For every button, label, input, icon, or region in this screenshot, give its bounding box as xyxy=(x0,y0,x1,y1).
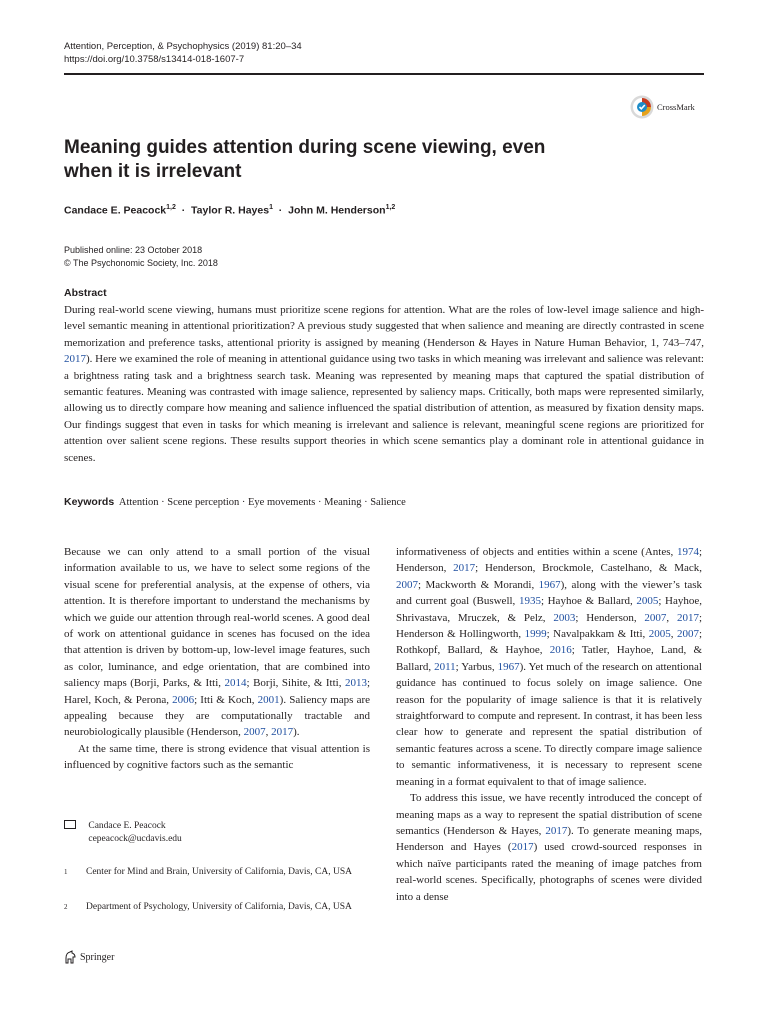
corresponding-author xyxy=(64,820,182,846)
body-text-run: To address this issue, we have recently introduced the concept of meaning maps as a way to represent the spatial distribution of scene semantics (Henderson & Hayes, xyxy=(396,792,702,837)
crossmark-icon xyxy=(630,95,654,119)
citation-link[interactable]: 2014 xyxy=(224,677,247,690)
body-text-run: ). Yet much of the research on attentional guidance has continued to focus solely on image salience. One reason for the popularity of image salience is that it is relatively straightforward to compute and represent. In contrast, it has been less clear how to generate and represent the spatial distribution of semantic features across a scene. To directly compare image salience to semantic informativeness, it is necessary to represent scene meaning in a format equivalent to that of image salience. xyxy=(396,660,702,788)
contact-name: Candace E. Peacock xyxy=(88,821,166,831)
body-text-run: ; Tatler, Hayhoe, Land, & Ballard, xyxy=(396,644,703,673)
body-text-run: ; Itti & Koch, xyxy=(194,693,258,706)
keywords-heading: Keywords xyxy=(64,496,115,508)
journal-header xyxy=(64,40,302,66)
body-text-run: ; Yarbus, xyxy=(455,660,498,673)
citation-link[interactable]: 1935 xyxy=(518,595,541,608)
body-text-run: ; Henderson, xyxy=(396,546,702,575)
body-text-run: , xyxy=(670,628,677,641)
citation-link[interactable]: 2017 xyxy=(271,726,294,739)
citation-link[interactable]: 2017 xyxy=(545,824,568,837)
author-affiliation-marker: 1 xyxy=(269,204,273,211)
citation-link[interactable]: 1999 xyxy=(524,628,547,641)
body-paragraph xyxy=(396,544,702,790)
citation-link[interactable]: 2007 xyxy=(644,611,667,624)
affiliation-number: 1 xyxy=(64,868,68,876)
publication-meta xyxy=(64,244,218,269)
citation-link[interactable]: 2011 xyxy=(434,660,456,673)
citation-link[interactable]: 2003 xyxy=(553,611,576,624)
body-text-run: Because we can only attend to a small portion of the visual information available to us, we have to select some regions of the visual scene for preferential analysis, at the expense of others, via attention. It is therefore important to understand the mechanisms by which we guide our attention through real-world scenes. A good deal of work on attentional guidance in scenes has focused on the idea that attention is driven by bottom-up, low-level image features, such as color, luminance, and edge orientation, that are combined into saliency maps (Borji, Parks, & Itti, xyxy=(64,546,370,690)
journal-citation: Attention, Perception, & Psychophysics (2019) 81:20–34 xyxy=(64,41,302,52)
crossmark-badge[interactable] xyxy=(630,95,695,119)
author-list: Candace E. Peacock$^{1,2}$ · Taylor R. Hayes$^1$ · John M. Henderson$^{1,2}$ xyxy=(64,204,396,217)
envelope-icon xyxy=(64,820,76,829)
body-text-run: ), along with the viewer’s task and current goal (Buswell, xyxy=(396,578,702,608)
body-text-run: informativeness of objects and entities within a scene (Antes, xyxy=(396,546,677,558)
body-text-run: ; Hayhoe, Shrivastava, Mruczek, & Pelz, xyxy=(396,595,703,624)
affiliation xyxy=(64,866,376,878)
abstract-part: ). Here we examined the role of meaning in attentional guidance using two tasks in which meaning was irrelevant and salience was relevant: a brightness rating task and a brightness search task. Meaning was represented by meaning maps that captured the spatial distribution of semantic features. Meaning was contrasted with image salience, represented by saliency maps. Critically, both maps were represented similarly, allowing us to directly compare how meaning and salience influenced the spatial distribution of attention, as measured by fixation density maps. Our findings suggest that even in tasks for which meaning is irrelevant and salience is relevant, meaningful scene regions are prioritized for attention over salient scene regions. These results support theories in which scene semantics play a dominant role in attentional guidance in scenes. xyxy=(64,353,704,464)
citation-link[interactable]: 2017 xyxy=(64,353,86,366)
published-date: Published online: 23 October 2018 xyxy=(64,245,203,255)
body-text-run: ; Harel, Koch, & Perona, xyxy=(64,677,370,706)
publisher-name: Springer xyxy=(80,951,115,963)
keywords-text: Attention · Scene perception · Eye movements · Meaning · Salience xyxy=(118,497,406,508)
abstract-heading: Abstract xyxy=(64,287,107,299)
author-affiliation-marker: 1,2 xyxy=(166,204,176,211)
citation-link[interactable]: 2007 xyxy=(243,726,266,739)
crossmark-label: CrossMark xyxy=(657,102,695,112)
body-text-run: ; Navalpakkam & Itti, xyxy=(546,628,649,641)
citation-link[interactable]: 2017 xyxy=(453,562,476,575)
citation-link[interactable]: 2017 xyxy=(511,841,534,854)
abstract-text xyxy=(64,302,704,466)
body-paragraph xyxy=(64,544,370,741)
citation-link[interactable]: 2006 xyxy=(172,693,195,706)
citation-link[interactable]: 1967 xyxy=(538,578,561,591)
citation-link[interactable]: 2001 xyxy=(257,693,280,706)
springer-horse-icon xyxy=(64,950,77,964)
body-paragraph: At the same time, there is strong evidence that visual attention is influenced by cognitive factors such as the semantic xyxy=(64,742,370,772)
keywords-line xyxy=(64,496,704,508)
abstract-part: During real-world scene viewing, humans must prioritize scene regions for attention. What are the roles of low-level image salience and high-level semantic meaning in attentional prioritization? A previous study suggested that when salience and meaning are directly contrasted in scene memorization and preference tasks, attentional priority is assigned by meaning (Henderson & Hayes in Nature Human Behavior, 1, 743–747, xyxy=(64,304,704,349)
citation-link[interactable]: 2016 xyxy=(549,644,572,657)
citation-link[interactable]: 1967 xyxy=(497,660,520,673)
copyright-line: © The Psychonomic Society, Inc. 2018 xyxy=(64,257,218,268)
body-text-run: ; Rothkopf, Ballard, & Hayhoe, xyxy=(396,628,703,657)
citation-link[interactable]: 2013 xyxy=(344,677,367,690)
publisher-logo xyxy=(64,950,114,964)
body-text-run: , xyxy=(265,726,272,739)
citation-link[interactable]: 2005 xyxy=(636,595,659,608)
citation-link[interactable]: 2017 xyxy=(676,611,699,624)
body-text-run: ) used crowd-sourced responses in which naïve participants rated the meaning of image patches from real-world scenes. Specifically, photographs of scenes were divided into a dense xyxy=(396,841,703,903)
affiliation-text: Center for Mind and Brain, University of California, Davis, CA, USA xyxy=(86,867,352,877)
author-name: Taylor R. Hayes xyxy=(191,204,270,217)
body-text-run: ). To generate meaning maps, Henderson and Hayes ( xyxy=(396,824,702,854)
header-rule xyxy=(64,73,704,75)
body-text-run: ; Hayhoe & Ballard, xyxy=(540,595,637,608)
citation-link[interactable]: 2007 xyxy=(676,628,699,641)
author-name: Candace E. Peacock xyxy=(64,204,167,217)
body-column-left xyxy=(64,544,370,774)
citation-link[interactable]: 2007 xyxy=(396,578,418,591)
body-text-run: ). Saliency maps are appealing because they are computationally tractable and neurobiologically plausible (Henderson, xyxy=(64,693,370,739)
body-paragraph xyxy=(396,790,702,905)
paper-title: Meaning guides attention during scene viewing, even when it is irrelevant xyxy=(64,137,546,182)
affiliation-text: Department of Psychology, University of California, Davis, CA, USA xyxy=(86,902,352,912)
body-text-run: , xyxy=(666,611,677,624)
body-text-run: ; Henderson, xyxy=(575,611,645,624)
body-text-run: ). xyxy=(293,726,300,739)
body-text-run: ; Mackworth & Morandi, xyxy=(418,578,539,591)
doi-link[interactable]: https://doi.org/10.3758/s13414-018-1607-7 xyxy=(64,54,245,65)
author-affiliation-marker: 1,2 xyxy=(385,204,396,211)
citation-link[interactable]: 1974 xyxy=(676,546,699,558)
affiliation-number: 2 xyxy=(64,903,68,911)
affiliation xyxy=(64,901,376,913)
body-text-run: ; Henderson, Brockmole, Castelhano, & Mack, xyxy=(475,562,702,575)
contact-email[interactable]: cepeacock@ucdavis.edu xyxy=(88,834,182,844)
author-name: John M. Henderson xyxy=(288,204,386,217)
body-column-right xyxy=(396,544,702,905)
body-text-run: ; Borji, Sihite, & Itti, xyxy=(246,677,345,690)
citation-link[interactable]: 2005 xyxy=(648,628,671,641)
body-text-run: ; Henderson & Hollingworth, xyxy=(396,611,703,641)
